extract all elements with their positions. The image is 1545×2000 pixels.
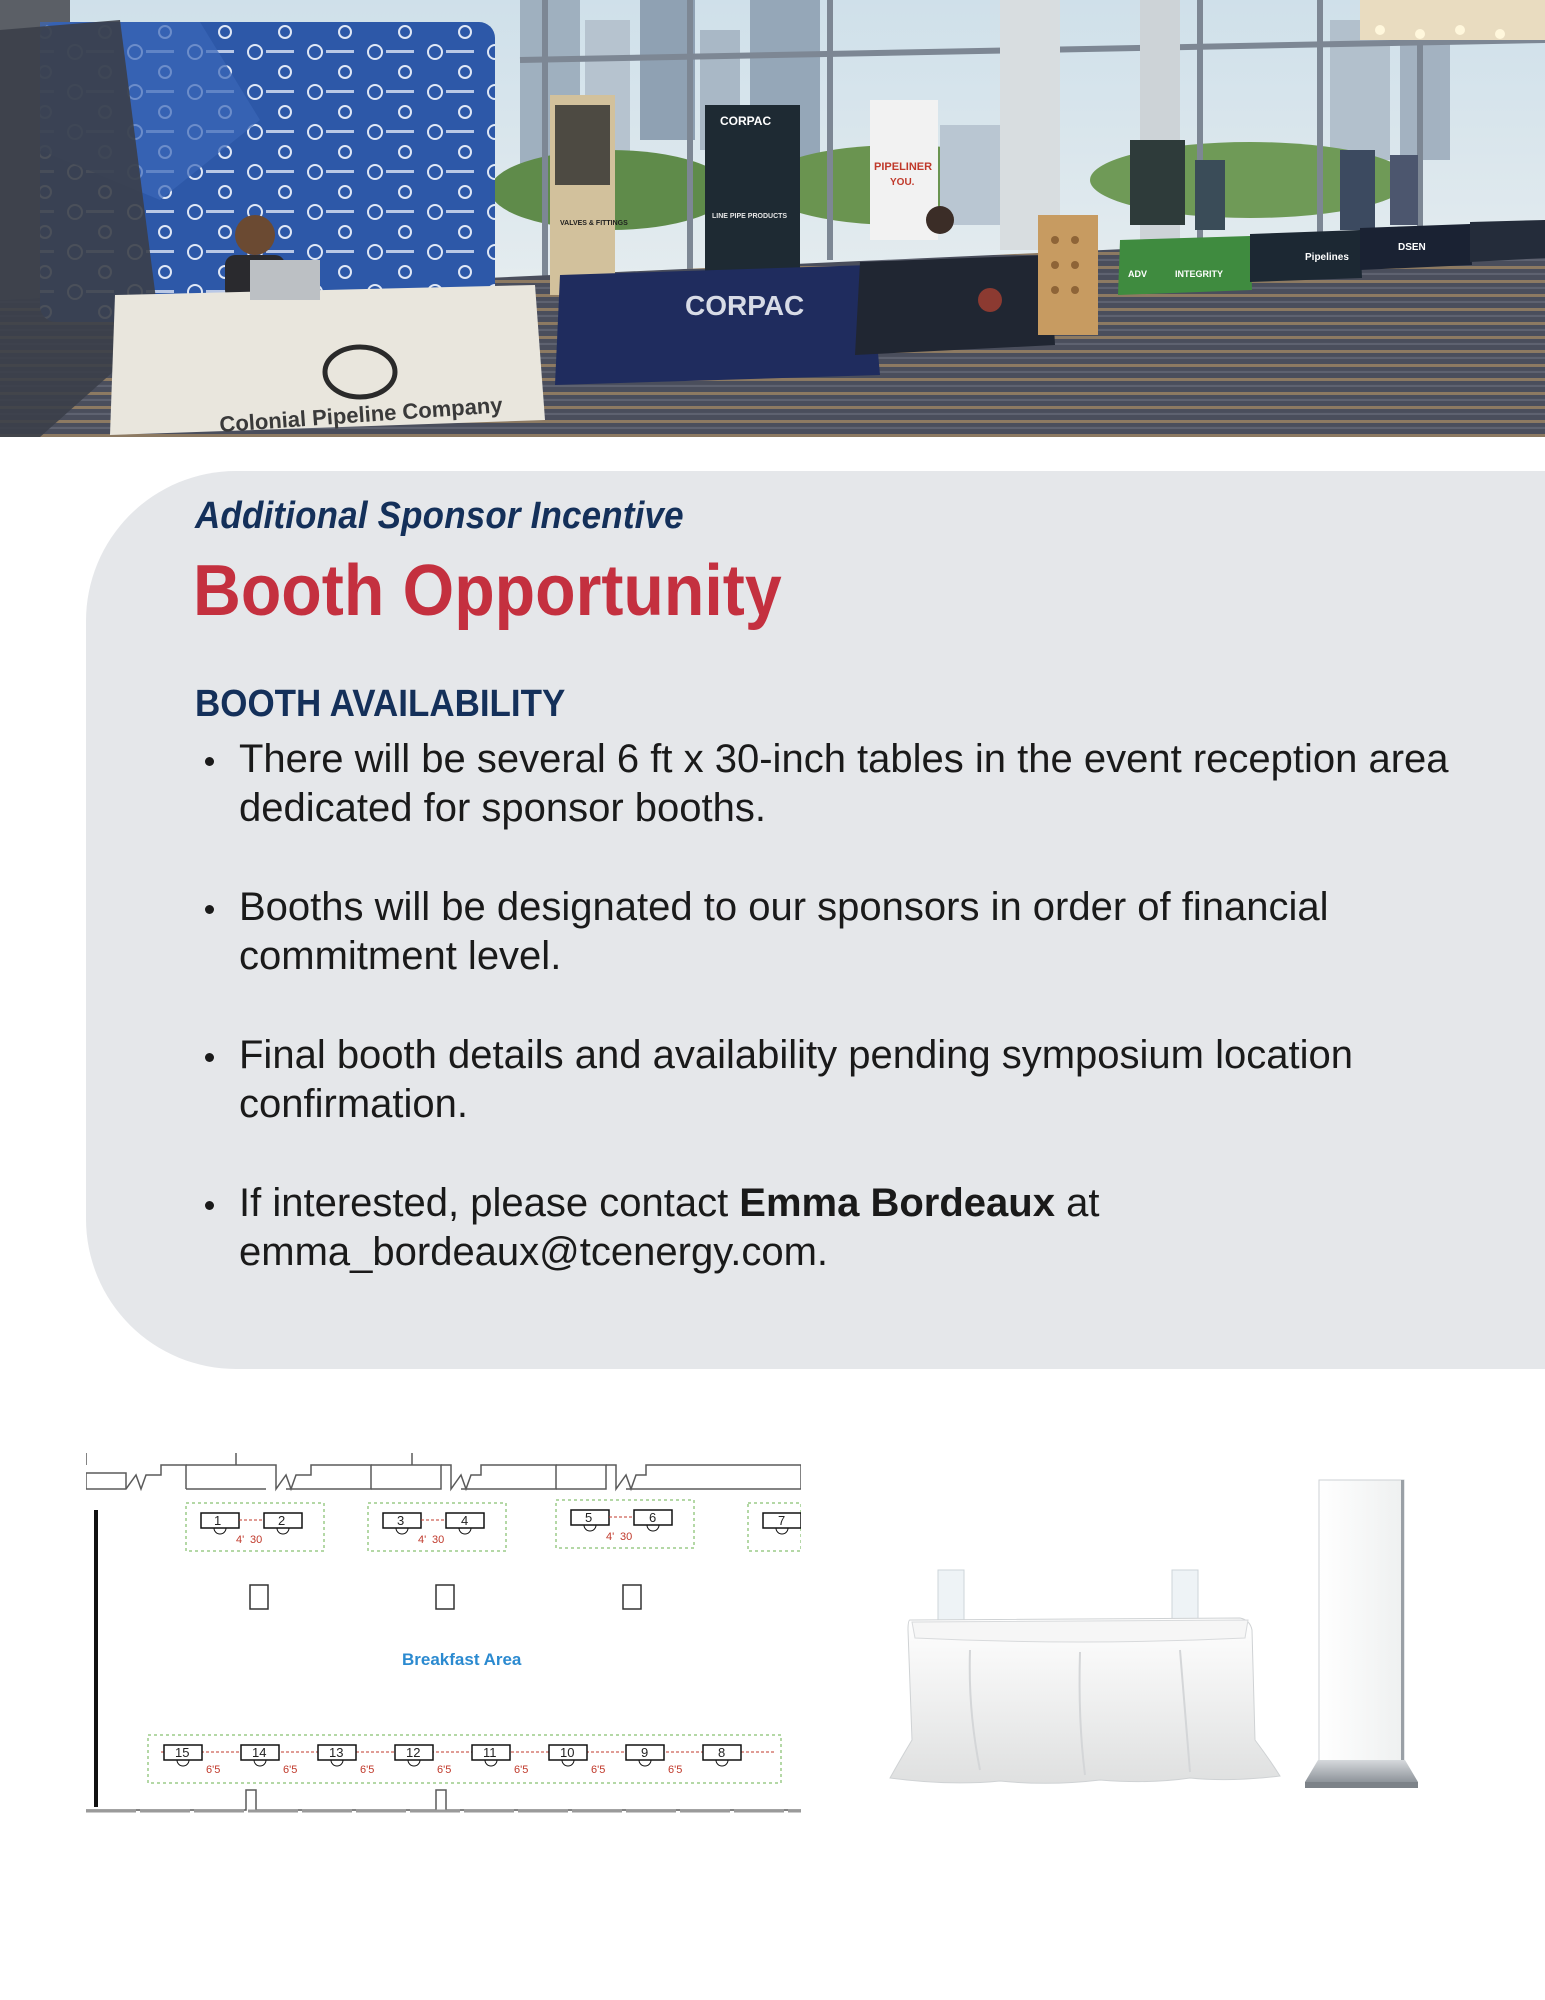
floor-plan xyxy=(86,1445,801,1830)
booth-label-7: 7 xyxy=(778,1513,786,1528)
booth-label-12: 12 xyxy=(406,1745,421,1760)
hero-logo-pipeliner: PIPELINER xyxy=(874,161,933,173)
hero-logo-valves: VALVES & FITTINGS xyxy=(560,220,628,227)
gap-label: 6'5 xyxy=(514,1764,529,1776)
booth-label-10: 10 xyxy=(560,1745,575,1760)
page-title: Booth Opportunity xyxy=(193,551,782,631)
list-item: There will be several 6 ft x 30-inch tables in the event reception area dedicated for sponsor booths. xyxy=(195,735,1495,833)
booth-label-11: 11 xyxy=(483,1745,497,1760)
breakfast-area-label: Breakfast Area xyxy=(402,1650,522,1669)
contact-item xyxy=(195,1179,1495,1277)
booth-label-9: 9 xyxy=(641,1745,649,1760)
hero-logo-pipelines: Pipelines xyxy=(1305,252,1349,263)
hero-logo-adv: ADV xyxy=(1128,269,1148,279)
floor-plan-drawing xyxy=(86,1445,801,1830)
booth-label-2: 2 xyxy=(278,1513,286,1528)
gap-label: 6'5 xyxy=(437,1764,452,1776)
subtitle: Additional Sponsor Incentive xyxy=(195,495,684,537)
booth-label-3: 3 xyxy=(397,1513,405,1528)
table-and-banner-drawing xyxy=(850,1470,1460,1820)
booth-label-15: 15 xyxy=(175,1745,190,1760)
hero-logo-corpac-banner: CORPAC xyxy=(720,114,772,128)
booth-label-4: 4 xyxy=(461,1513,469,1528)
table-and-banner-illustration xyxy=(850,1470,1460,1820)
hero-logo-corpac-table: CORPAC xyxy=(685,290,805,321)
section-heading: BOOTH AVAILABILITY xyxy=(195,683,566,725)
contact-prefix: If interested, please contact xyxy=(239,1181,740,1225)
booth-label-6: 6 xyxy=(649,1510,657,1525)
gap-label: 4' xyxy=(236,1534,245,1546)
hero-logo-colonial: Colonial Pipeline Company xyxy=(218,392,504,437)
list-item: Booths will be designated to our sponsors in order of financial commitment level. xyxy=(195,883,1495,981)
gap-label: 6'5 xyxy=(591,1764,606,1776)
hero-logo-integrity: INTEGRITY xyxy=(1175,269,1224,279)
contact-middle: at xyxy=(1054,1181,1100,1225)
contact-email[interactable]: emma_bordeaux@tcenergy.com. xyxy=(239,1230,829,1274)
booth-label-1: 1 xyxy=(214,1513,222,1528)
gap-label: 30 xyxy=(620,1531,633,1543)
hero-photo-illustration xyxy=(0,0,1545,437)
gap-label: 6'5 xyxy=(360,1764,375,1776)
gap-label: 30 xyxy=(250,1534,263,1546)
hero-logo-line-pipe: LINE PIPE PRODUCTS xyxy=(712,213,788,220)
list-item: Final booth details and availability pending symposium location confirmation. xyxy=(195,1031,1495,1129)
gap-label: 6'5 xyxy=(206,1764,221,1776)
gap-label: 30 xyxy=(432,1534,445,1546)
booth-label-5: 5 xyxy=(585,1510,593,1525)
booth-label-13: 13 xyxy=(329,1745,344,1760)
contact-name: Emma Bordeaux xyxy=(739,1181,1055,1225)
booth-label-8: 8 xyxy=(718,1745,726,1760)
hero-logo-pipeliner-sub: YOU. xyxy=(890,177,915,188)
gap-label: 4' xyxy=(606,1531,615,1543)
gap-label: 6'5 xyxy=(668,1764,683,1776)
gap-label: 4' xyxy=(418,1534,427,1546)
booth-label-14: 14 xyxy=(252,1745,267,1760)
hero-photo xyxy=(0,0,1545,437)
gap-label: 6'5 xyxy=(283,1764,298,1776)
availability-list xyxy=(195,735,1495,1327)
hero-logo-dsen: DSEN xyxy=(1398,242,1426,253)
